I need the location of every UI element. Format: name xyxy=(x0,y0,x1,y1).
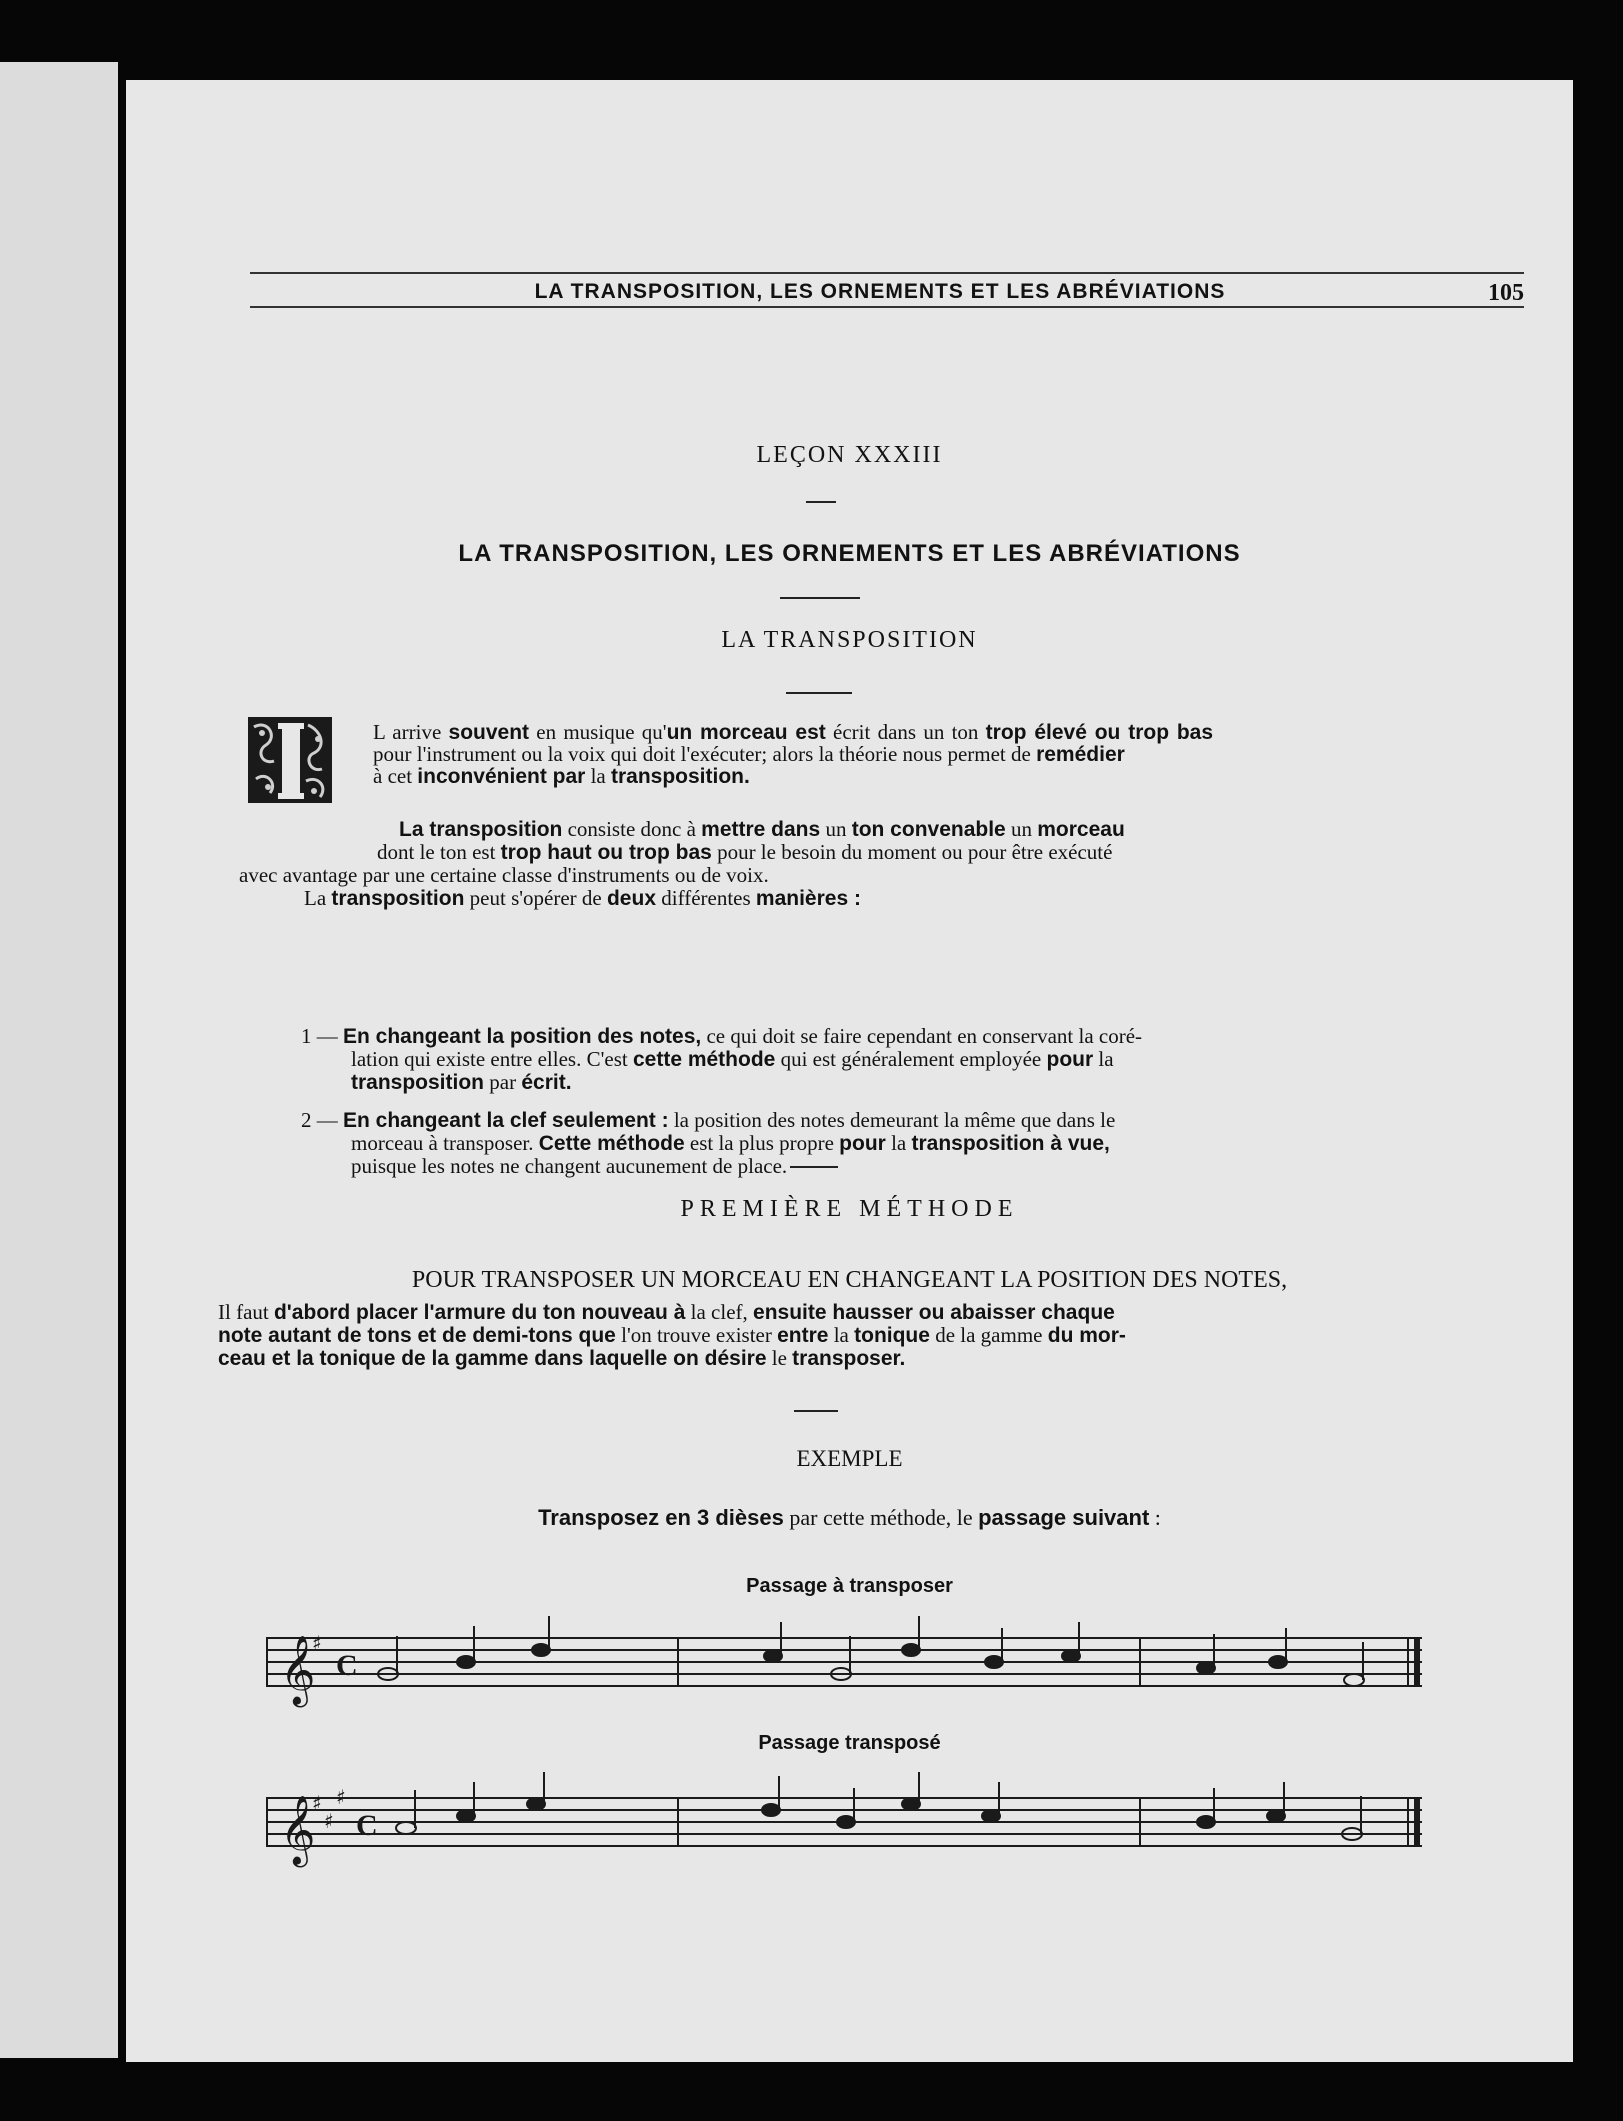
running-head-title: LA TRANSPOSITION, LES ORNEMENTS ET LES ABRÉVIATIONS xyxy=(534,280,1226,303)
separator-dash xyxy=(790,1166,838,1168)
first-method-paragraph xyxy=(218,1301,1518,1369)
first-method-title: PREMIÈRE MÉTHODE xyxy=(680,1196,1019,1222)
music-staff-transposed xyxy=(266,1768,1422,1878)
page-number: 105 xyxy=(1488,280,1524,306)
method-2-line-1: 2 — En changeant la clef seulement : la position des notes demeurant la même que dans le xyxy=(301,1108,1116,1132)
intro-line-2: pour l'instrument ou la voix qui doit l'exécuter; alors la théorie nous permet de remédier xyxy=(373,742,1125,766)
method-1-line-3: transposition par écrit. xyxy=(351,1070,572,1094)
definition-line-1: La transposition consiste donc à mettre dans un ton convenable un morceau xyxy=(399,817,1125,841)
separator-dash xyxy=(794,1410,838,1412)
main-title: LA TRANSPOSITION, LES ORNEMENTS ET LES ABRÉVIATIONS xyxy=(458,540,1241,567)
definition-line-4: La transposition peut s'opérer de deux différentes manières : xyxy=(304,886,861,910)
common-time-icon: C xyxy=(336,1649,358,1682)
separator-dash xyxy=(786,692,852,694)
example-instruction: Transposez en 3 dièses par cette méthode, le passage suivant : xyxy=(538,1505,1161,1530)
first-method-line-1: Il faut d'abord placer l'armure du ton nouveau à la clef, ensuite hausser ou abaisser chaque xyxy=(218,1300,1115,1324)
method-list xyxy=(301,1025,1531,1177)
sharp-icon: ♯ xyxy=(312,1791,322,1815)
method-2-line-3: puisque les notes ne changent aucunement de place. xyxy=(351,1154,788,1178)
first-method-line-2: note autant de tons et de demi-tons que l'on trouve exister entre la tonique de la gamme du mor- xyxy=(218,1323,1126,1347)
definition-line-3: avec avantage par une certaine classe d'instruments ou de voix. xyxy=(239,863,769,887)
method-item-2 xyxy=(301,1109,1531,1177)
separator-dash xyxy=(806,501,836,503)
running-head-top-rule xyxy=(250,272,1524,274)
first-method-subtitle: POUR TRANSPOSER UN MORCEAU EN CHANGEANT LA POSITION DES NOTES, xyxy=(411,1267,1288,1293)
method-1-line-1: 1 — En changeant la position des notes, ce qui doit se faire cependant en conservant la coré- xyxy=(301,1024,1143,1048)
first-method-line-3: ceau et la tonique de la gamme dans laquelle on désire le transposer. xyxy=(218,1346,906,1370)
treble-clef-icon: 𝄞 xyxy=(280,1795,316,1865)
lesson-heading: LEÇON XXXIII xyxy=(756,442,943,468)
sharp-icon: ♯ xyxy=(324,1809,334,1833)
music-staff-original xyxy=(266,1608,1422,1718)
intro-paragraph xyxy=(373,721,1523,787)
example-title: EXEMPLE xyxy=(796,1446,903,1471)
definition-line-2: dont le ton est trop haut ou trop bas pour le besoin du moment ou pour être exécuté xyxy=(377,840,1113,864)
common-time-icon: C xyxy=(356,1809,378,1842)
running-head-bottom-rule xyxy=(250,306,1524,308)
left-page-edge xyxy=(0,62,118,2058)
method-2-line-2: morceau à transposer. Cette méthode est la plus propre pour la transposition à vue, xyxy=(351,1131,1110,1155)
treble-clef-icon: 𝄞 xyxy=(280,1635,316,1705)
book-page xyxy=(126,80,1573,2062)
sharp-icon: ♯ xyxy=(336,1785,346,1809)
sharp-icon: ♯ xyxy=(312,1631,322,1655)
passage-2-label: Passage transposé xyxy=(758,1732,941,1754)
ornamental-dropcap xyxy=(248,717,332,803)
method-1-line-2: lation qui existe entre elles. C'est cette méthode qui est généralement employée pour la xyxy=(351,1047,1114,1071)
definition-paragraph xyxy=(239,818,1519,909)
separator-dash xyxy=(780,597,860,599)
ornament-flourish-icon xyxy=(248,717,332,803)
intro-line-1: L arrive souvent en musique qu'un morceau est écrit dans un ton trop élevé ou trop bas xyxy=(373,720,1214,744)
section-title: LA TRANSPOSITION xyxy=(721,627,978,653)
method-item-1 xyxy=(301,1025,1531,1093)
passage-1-label: Passage à transposer xyxy=(746,1575,953,1597)
intro-line-3: à cet inconvénient par la transposition. xyxy=(373,764,750,788)
running-head xyxy=(250,272,1524,308)
